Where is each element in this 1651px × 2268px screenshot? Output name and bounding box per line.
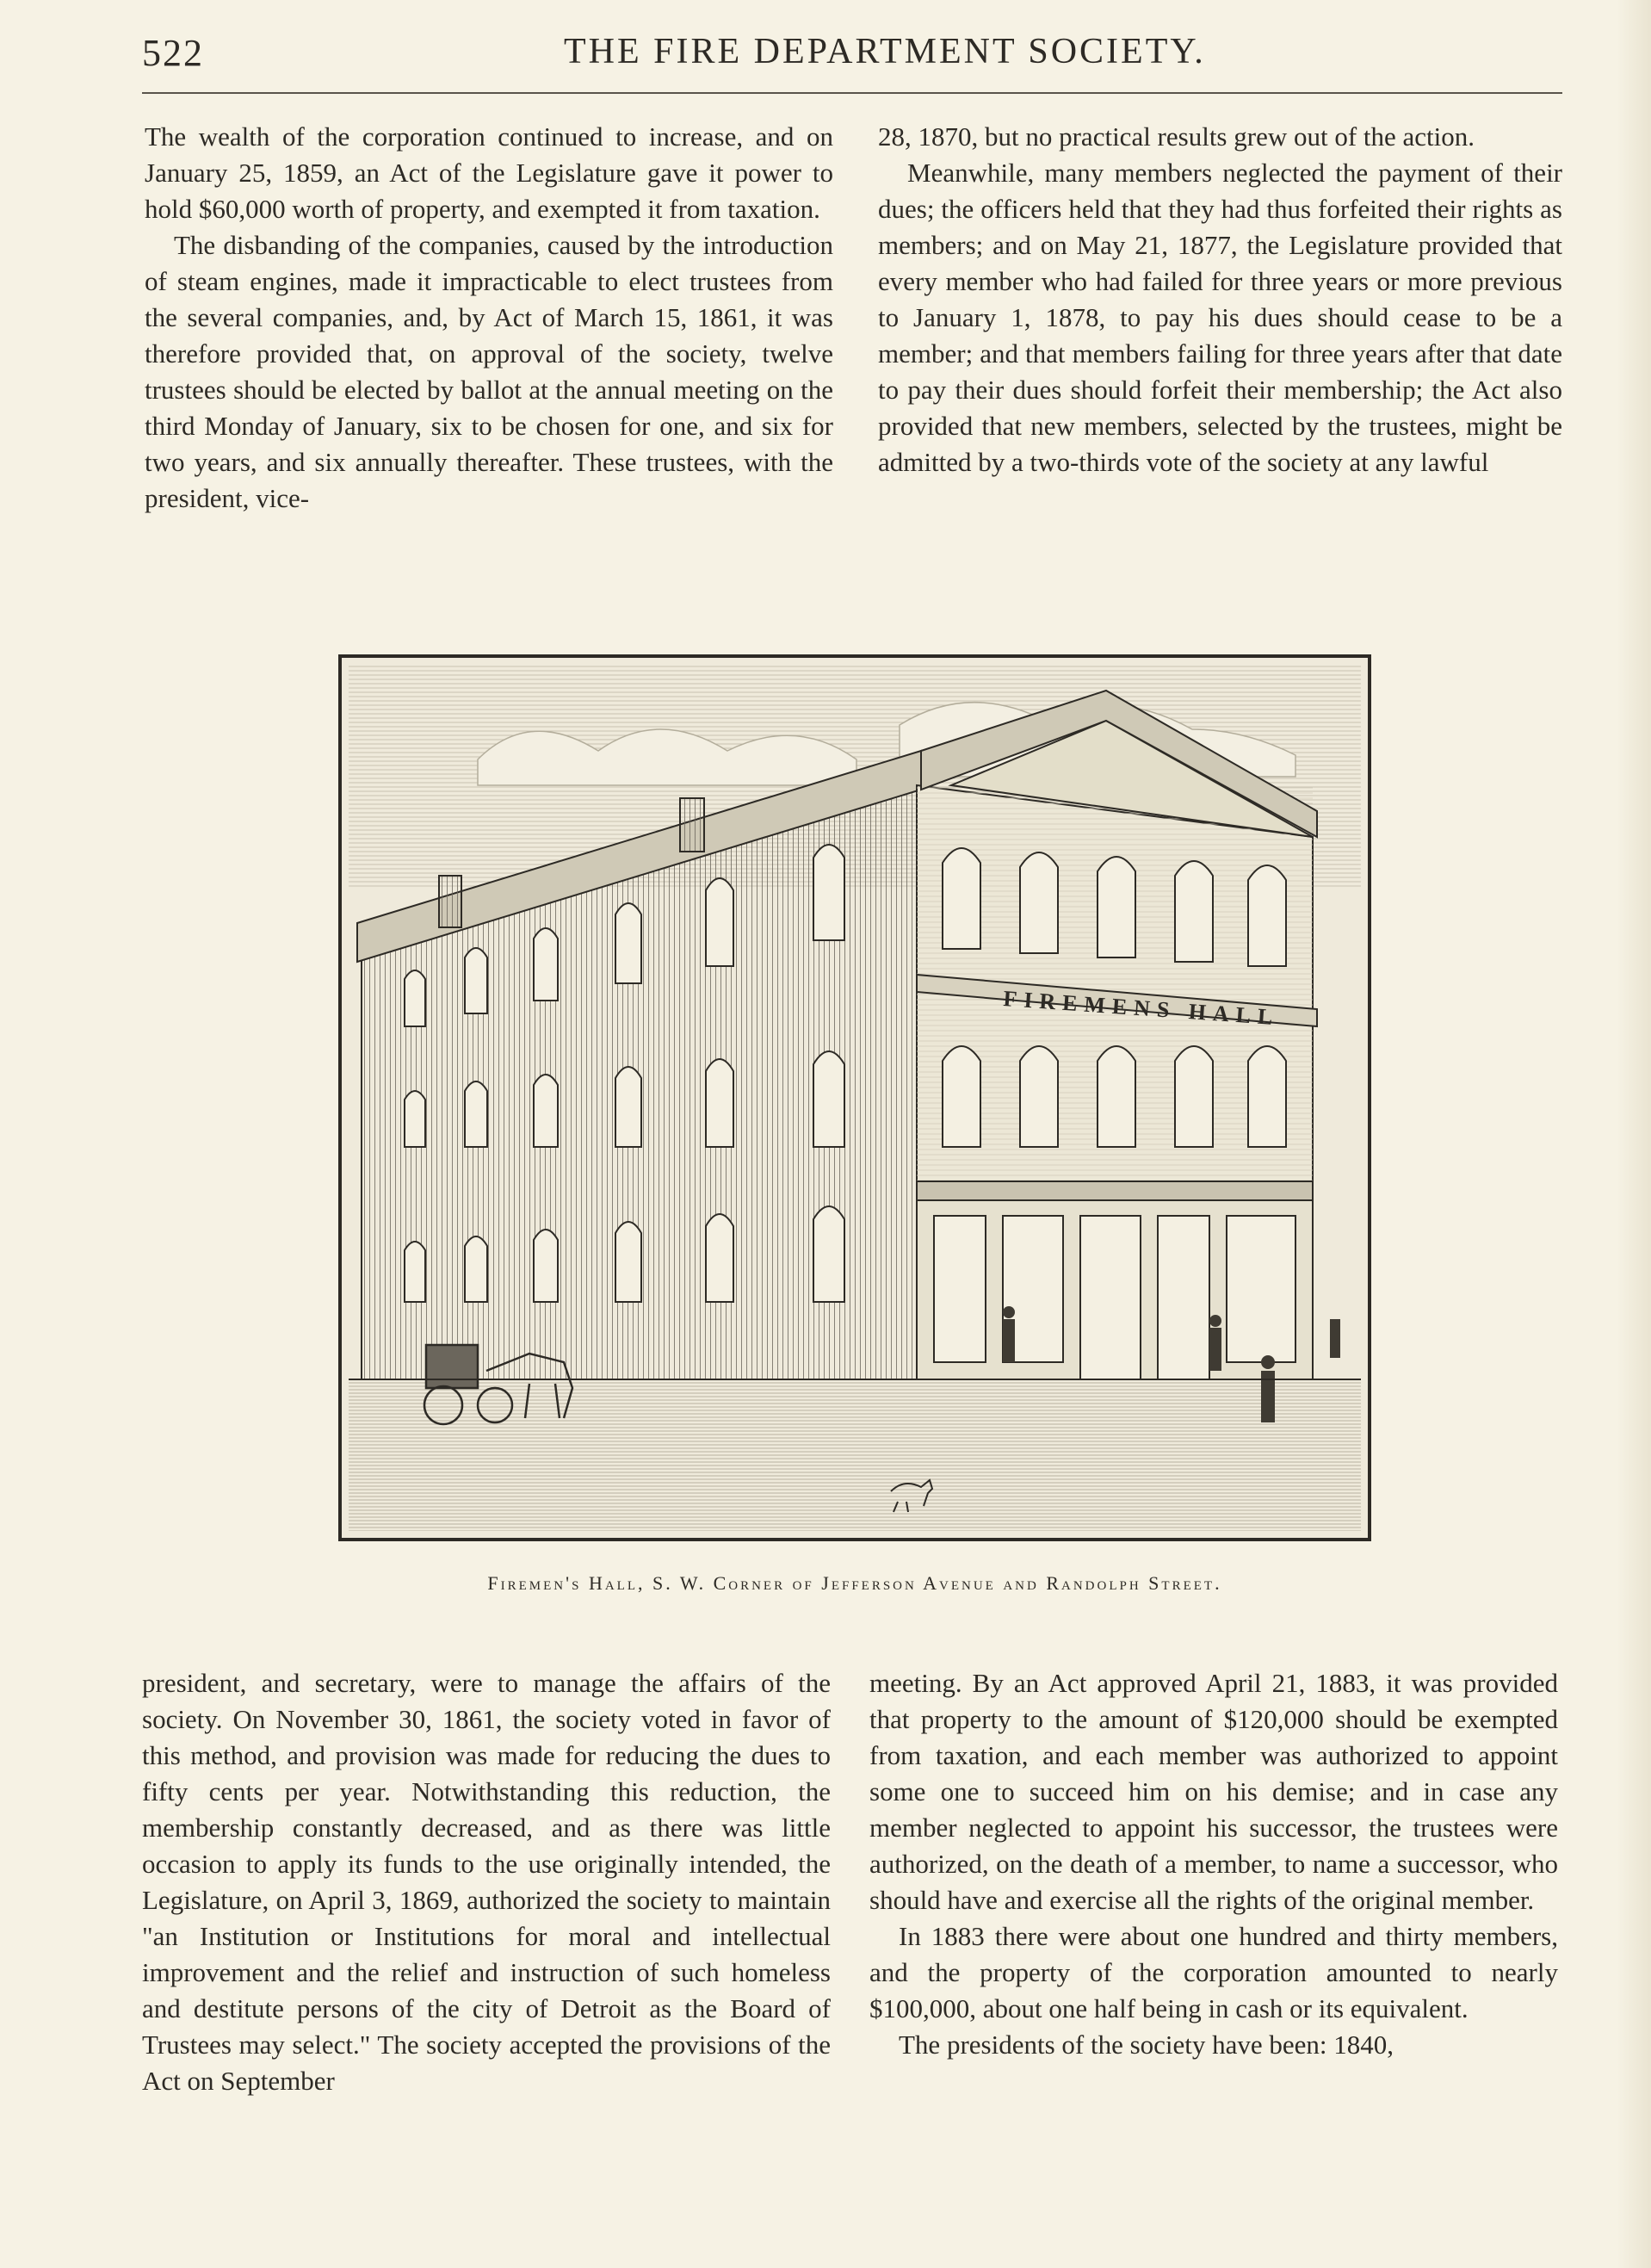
paragraph: The disbanding of the companies, caused by the introduction of steam engines, made it impracticable to elect trustees from the several companies, and, by Act of March 15, 1861, it was therefore provided that, on approval of the society, twelve trustees should be elected by ballot at the annual meeting on the third Monday of January, six to be chosen for one, and six for two years, and six annually thereafter. These trustees, with the president, vice- bbox=[145, 230, 833, 513]
paragraph: The wealth of the corporation continued to increase, and on January 25, 1859, an Act of the Legislature gave it power to hold $60,000 worth of property, and exempted it from taxation. bbox=[145, 121, 833, 224]
chimney bbox=[439, 876, 461, 927]
firemens-hall-engraving bbox=[349, 665, 1361, 1531]
running-head: THE FIRE DEPARTMENT SOCIETY. bbox=[564, 32, 1206, 71]
paragraph: president, and secretary, were to manage the affairs of the society. On November 30, 1861, the society voted in favor of this method, and provision was made for reducing the dues to fifty cents per year. Notwithstanding this reduction, the membership constantly decreased, and as there was little occasion to apply its funds to the use originally intended, the Legislature, on April 3, 1869, authorized the society to maintain "an Institution or Institutions for moral and intellectual improvement and the relief and instruction of such homeless and destitute persons of the city of Detroit as the Board of Trustees may select." The society accepted the provisions of the Act on September bbox=[142, 1668, 831, 2096]
bottom-right-column bbox=[869, 1665, 1558, 2063]
paragraph: 28, 1870, but no practical results grew out of the action. bbox=[878, 121, 1475, 152]
building-sign: FIREMENS HALL bbox=[1002, 986, 1281, 1031]
paragraph: Meanwhile, many members neglected the payment of their dues; the officers held that they had thus forfeited their rights as members; and on May 21, 1877, the Legislature provided that every member who had failed for three years or more previous to January 1, 1878, to pay his dues should cease to be a member; and that members failing for three years after that date to pay their dues should forfeit their membership; the Act also provided that new members, selected by the trustees, might be admitted by a two-thirds vote of the society at any lawful bbox=[878, 158, 1562, 477]
chimney bbox=[680, 798, 704, 852]
paragraph: meeting. By an Act approved April 21, 1883, it was provided that property to the amount of $120,000 should be exempted from taxation, and each member was authorized to appoint some one to succeed him on his demise; and in case any member neglected to appoint his successor, the trustees were authorized, on the death of a member, to name a successor, who should have and exercise all the rights of the original member. bbox=[869, 1668, 1558, 1915]
header-rule bbox=[142, 92, 1562, 94]
engraving-figure bbox=[338, 654, 1371, 1541]
page-header bbox=[142, 31, 1562, 83]
figure-caption: Firemen's Hall, S. W. Corner of Jefferson Avenue and Randolph Street. bbox=[487, 1572, 1222, 1594]
paragraph: The presidents of the society have been: 1840, bbox=[899, 2029, 1394, 2060]
page-number: 522 bbox=[142, 32, 204, 74]
cloud bbox=[478, 729, 856, 785]
paragraph: In 1883 there were about one hundred and thirty members, and the property of the corporation amounted to nearly $100,000, about one half being in cash or its equivalent. bbox=[869, 1921, 1558, 2023]
top-right-column bbox=[878, 119, 1562, 480]
bottom-left-column bbox=[142, 1665, 831, 2099]
street bbox=[349, 1379, 1361, 1531]
top-left-column bbox=[145, 119, 833, 517]
page-edge-shadow bbox=[1617, 0, 1651, 2268]
